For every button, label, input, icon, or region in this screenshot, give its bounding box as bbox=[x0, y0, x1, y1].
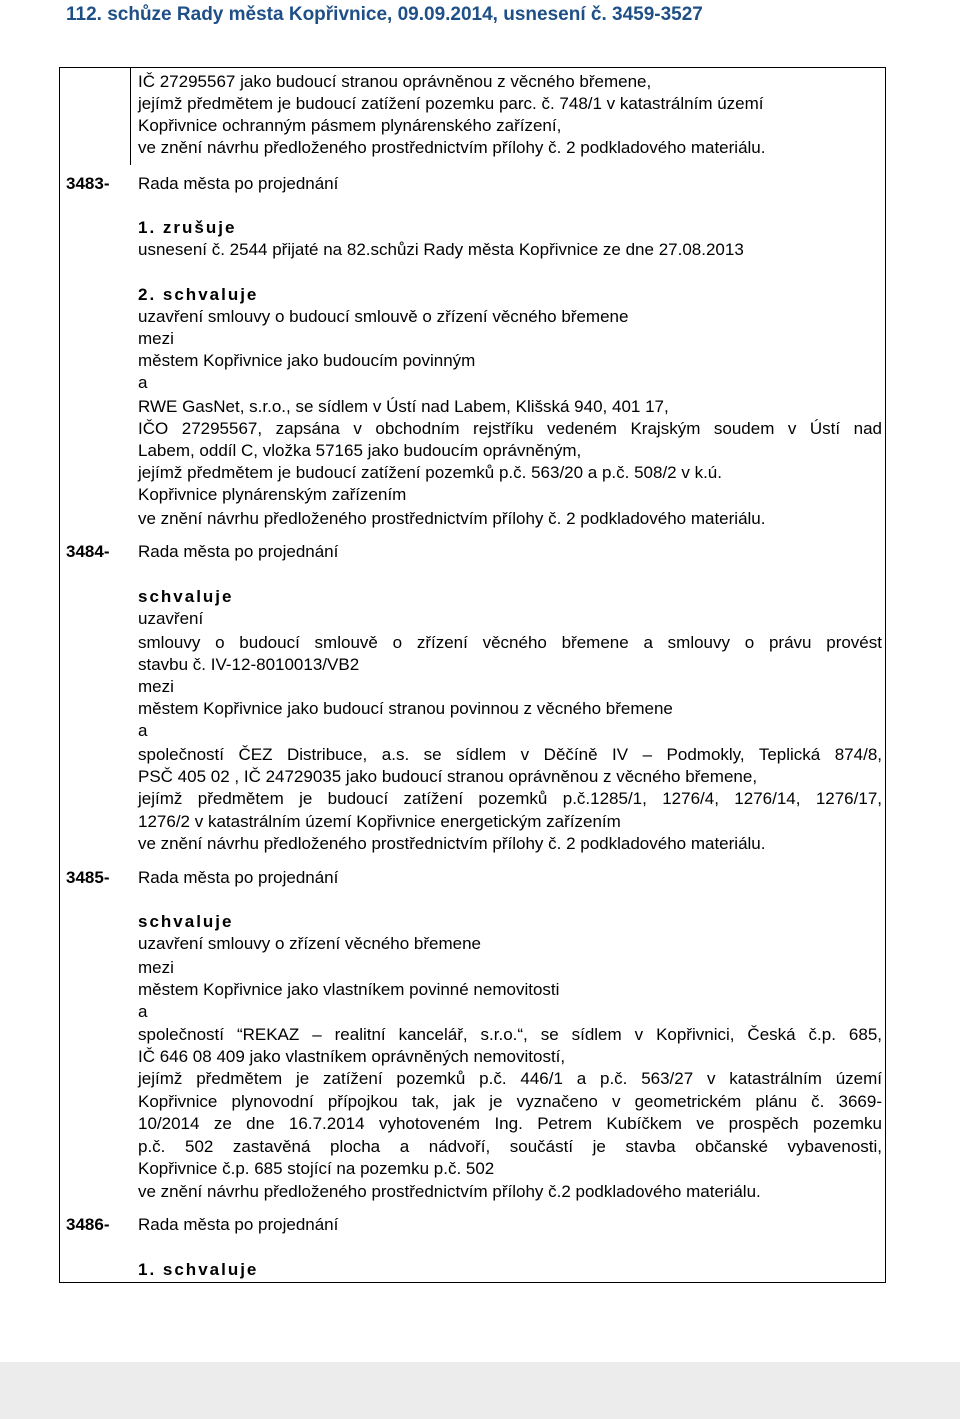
resolution-head: Rada města po projednání bbox=[138, 868, 339, 887]
resolution-text: a bbox=[138, 1002, 148, 1021]
resolution-text: ve znění návrhu předloženého prostřednictvím přílohy č.2 podkladového materiálu. bbox=[138, 1182, 761, 1201]
resolution-text: jejímž předmětem je budoucí zatížení pozemků p.č.1285/1, 1276/4, 1276/14, 1276/17, bbox=[138, 789, 882, 808]
resolution-head: Rada města po projednání bbox=[138, 1215, 339, 1234]
resolution-text: IČO 27295567, zapsána v obchodním rejstříku vedeném Krajským soudem v Ústí nad bbox=[138, 419, 882, 438]
resolution-text: ve znění návrhu předloženého prostřednictvím přílohy č. 2 podkladového materiálu. bbox=[138, 834, 766, 853]
resolution-head: Rada města po projednání bbox=[138, 542, 339, 561]
intro-line: Kopřivnice ochranným pásmem plynárenského zařízení, bbox=[138, 116, 562, 135]
resolution-number: 3483- bbox=[66, 174, 110, 193]
resolution-text: PSČ 405 02 , IČ 24729035 jako budoucí stranou oprávněnou z věcného břemene, bbox=[138, 767, 758, 786]
resolution-text: smlouvy o budoucí smlouvě o zřízení věcného břemene a smlouvy o právu provést bbox=[138, 633, 882, 652]
resolution-text: 1276/2 v katastrálním území Kopřivnice energetickým zařízením bbox=[138, 812, 621, 831]
resolution-text: Labem, oddíl C, vložka 57165 jako budoucím oprávněným, bbox=[138, 441, 582, 460]
resolution-text: usnesení č. 2544 přijaté na 82.schůzi Rady města Kopřivnice ze dne 27.08.2013 bbox=[138, 240, 744, 259]
resolution-verb: schvaluje bbox=[138, 912, 234, 931]
resolution-text: p.č. 502 zastavěná plocha a nádvoří, součástí je stavba občanské vybavenosti, bbox=[138, 1137, 882, 1156]
resolution-text: stavbu č. IV-12-8010013/VB2 bbox=[138, 655, 360, 674]
resolution-text: mezi bbox=[138, 958, 174, 977]
resolution-verb: 1. zrušuje bbox=[138, 218, 237, 237]
resolution-text: městem Kopřivnice jako budoucí stranou povinnou z věcného břemene bbox=[138, 699, 673, 718]
intro-line: IČ 27295567 jako budoucí stranou oprávněnou z věcného břemene, bbox=[138, 72, 652, 91]
resolution-text: společností ČEZ Distribuce, a.s. se sídlem v Děčíně IV – Podmokly, Teplická 874/8, bbox=[138, 745, 882, 764]
resolution-text: Kopřivnice plynárenským zařízením bbox=[138, 485, 407, 504]
resolution-text: společností “REKAZ – realitní kancelář, s.r.o.“, se sídlem v Kopřivnici, Česká č.p. 685, bbox=[138, 1025, 882, 1044]
resolution-text: a bbox=[138, 373, 148, 392]
resolution-text: jejímž předmětem je budoucí zatížení pozemků p.č. 563/20 a p.č. 508/2 v k.ú. bbox=[138, 463, 722, 482]
resolution-verb: schvaluje bbox=[138, 587, 234, 606]
document-title: 112. schůze Rady města Kopřivnice, 09.09.2014, usnesení č. 3459-3527 bbox=[66, 4, 703, 25]
resolution-text: uzavření smlouvy o zřízení věcného břemene bbox=[138, 934, 482, 953]
resolution-text: mezi bbox=[138, 677, 174, 696]
resolution-number: 3485- bbox=[66, 868, 110, 887]
document-header bbox=[0, 0, 960, 30]
column-divider bbox=[130, 67, 131, 165]
resolution-number: 3484- bbox=[66, 542, 110, 561]
intro-line: jejímž předmětem je budoucí zatížení pozemku parc. č. 748/1 v katastrálním území bbox=[138, 94, 764, 113]
resolution-text: mezi bbox=[138, 329, 174, 348]
resolution-text: městem Kopřivnice jako budoucím povinným bbox=[138, 351, 476, 370]
resolution-text: a bbox=[138, 721, 148, 740]
resolution-text: IČ 646 08 409 jako vlastníkem oprávněných nemovitostí, bbox=[138, 1047, 566, 1066]
page-footer-band bbox=[0, 1362, 960, 1419]
resolution-text: Kopřivnice č.p. 685 stojící na pozemku p.č. 502 bbox=[138, 1159, 495, 1178]
resolution-number: 3486- bbox=[66, 1215, 110, 1234]
resolution-text: jejímž předmětem je zatížení pozemků p.č. 446/1 a p.č. 563/27 v katastrálním území bbox=[138, 1069, 882, 1088]
resolution-text: uzavření smlouvy o budoucí smlouvě o zřízení věcného břemene bbox=[138, 307, 629, 326]
resolution-text: ve znění návrhu předloženého prostřednictvím přílohy č. 2 podkladového materiálu. bbox=[138, 509, 766, 528]
resolution-head: Rada města po projednání bbox=[138, 174, 339, 193]
resolution-text: uzavření bbox=[138, 609, 204, 628]
intro-line: ve znění návrhu předloženého prostřednictvím přílohy č. 2 podkladového materiálu. bbox=[138, 138, 766, 157]
resolution-verb: 1. schvaluje bbox=[138, 1260, 259, 1279]
resolution-text: 10/2014 ze dne 16.7.2014 vyhotoveném Ing. Petrem Kubíčkem ve prospěch pozemku bbox=[138, 1114, 882, 1133]
resolution-text: městem Kopřivnice jako vlastníkem povinné nemovitosti bbox=[138, 980, 560, 999]
resolution-text: RWE GasNet, s.r.o., se sídlem v Ústí nad Labem, Klišská 940, 401 17, bbox=[138, 397, 669, 416]
resolution-text: Kopřivnice plynovodní přípojkou tak, jak je vyznačeno v geometrickém plánu č. 3669- bbox=[138, 1092, 882, 1111]
resolution-verb: 2. schvaluje bbox=[138, 285, 259, 304]
